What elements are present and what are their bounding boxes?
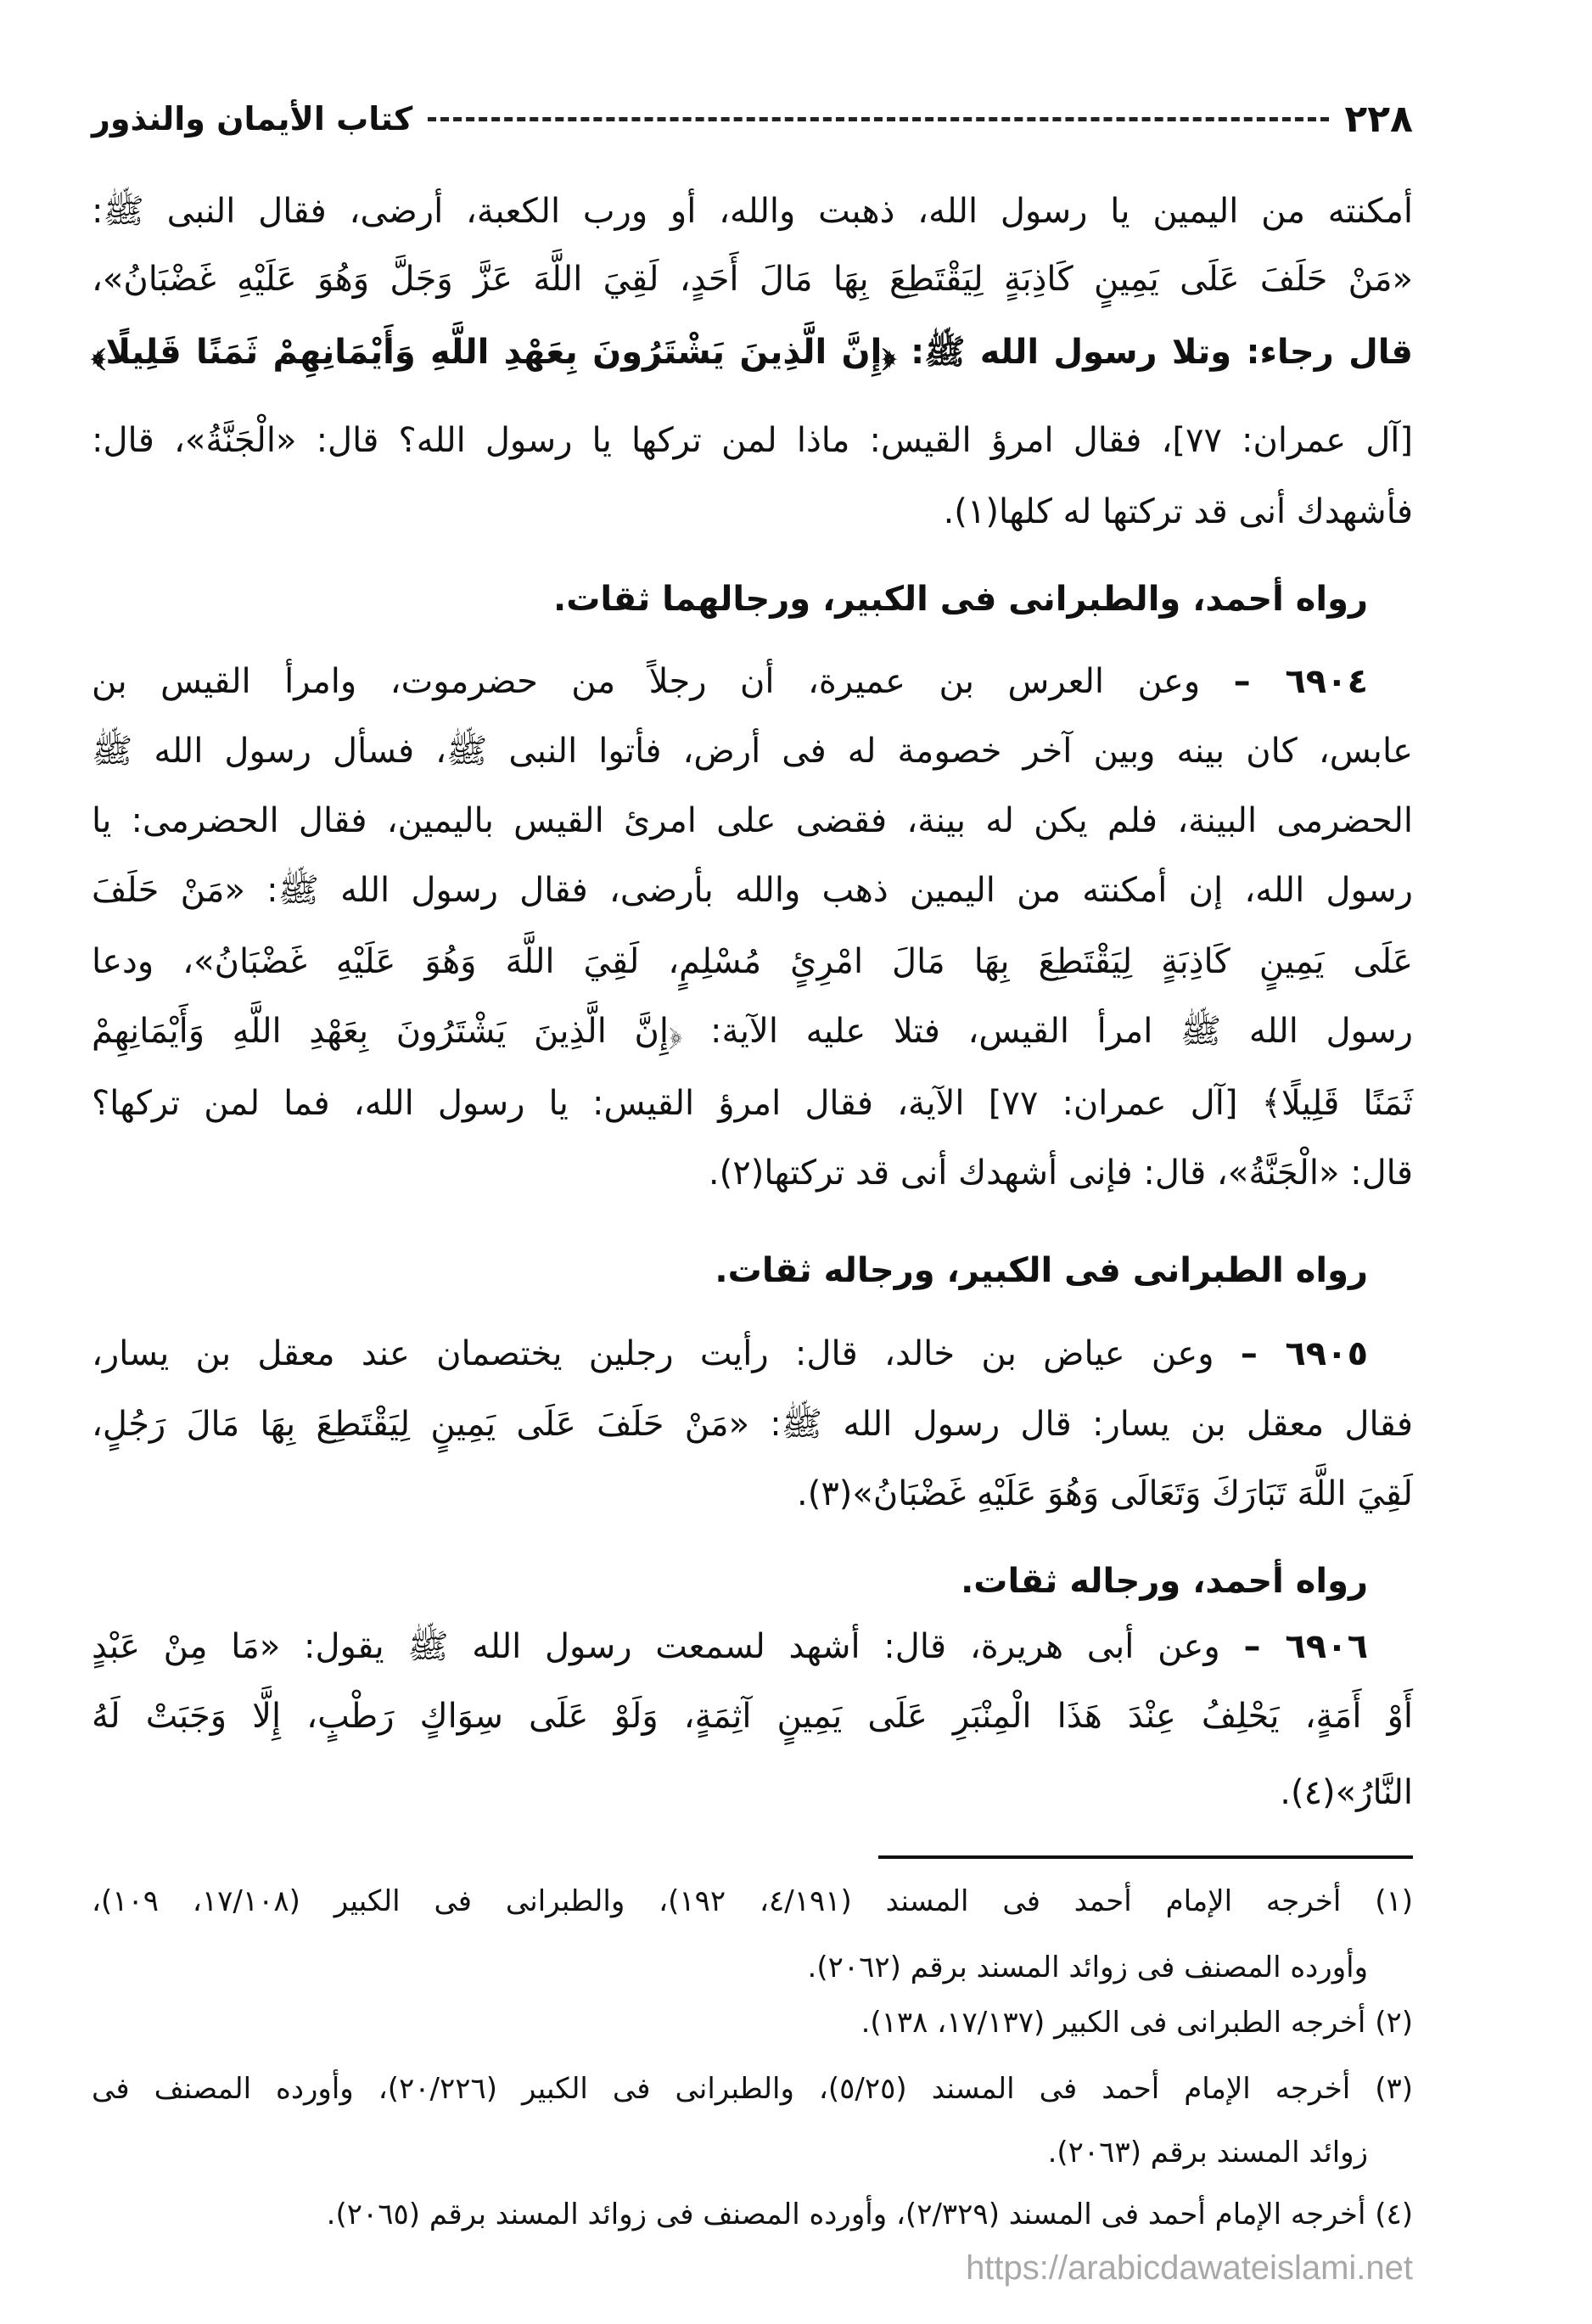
body-line: قال: «الْجَنَّةُ»، قال: فإنى أشهدك أنى قد تركتها(٢). bbox=[708, 1154, 1413, 1193]
body-line: عابس، كان بينه وبين آخر خصومة له فى أرض، فأتوا النبى ﷺ، فسأل رسول الله ﷺ bbox=[92, 732, 1413, 771]
header-dashed-divider bbox=[428, 117, 1329, 121]
hadith-number: ٦٩٠٦ – bbox=[1243, 1627, 1369, 1666]
body-text: وعن عياض بن خالد، قال: رأيت رجلين يختصمان عند معقل بن يسار، bbox=[92, 1334, 1214, 1373]
body-line: الحضرمى البينة، فلم يكن له بينة، فقضى على امرئ القيس باليمين، فقال الحضرمى: يا bbox=[92, 801, 1413, 840]
body-line: «مَنْ حَلَفَ عَلَى يَمِينٍ كَاذِبَةٍ لِيَقْتَطِعَ بِهَا مَالَ أَحَدٍ، لَقِيَ اللَّهَ عَزَّ وَجَلَّ وَهُوَ عَلَيْهِ غَضْبَانُ»، bbox=[92, 260, 1413, 299]
body-text: وعن أبى هريرة، قال: أشهد لسمعت رسول الله ﷺ يقول: «مَا مِنْ عَبْدٍ bbox=[92, 1627, 1220, 1666]
narration-note: رواه أحمد، والطبرانى فى الكبير، ورجالهما ثقات. bbox=[553, 580, 1368, 619]
footnote-1-continuation: وأورده المصنف فى زوائد المسند برقم (٢٠٦٢). bbox=[807, 1951, 1368, 1984]
body-line: فقال معقل بن يسار: قال رسول الله ﷺ: «مَنْ حَلَفَ عَلَى يَمِينٍ لِيَقْتَطِعَ بِهَا مَالَ رَجُلٍ، bbox=[92, 1405, 1413, 1444]
body-line: قال رجاء: وتلا رسول الله ﷺ: ﴿إِنَّ الَّذِينَ يَشْتَرُونَ بِعَهْدِ اللَّهِ وَأَيْمَانِهِمْ ثَمَنًا قَلِيلًا﴾ bbox=[92, 333, 1413, 372]
hadith-6906-first-line bbox=[92, 1620, 1368, 1674]
running-header bbox=[92, 92, 1413, 146]
body-line: لَقِيَ اللَّهَ تَبَارَكَ وَتَعَالَى وَهُوَ عَلَيْهِ غَضْبَانُ»(٣). bbox=[796, 1474, 1413, 1513]
body-line: فأشهدك أنى قد تركتها له كلها(١). bbox=[943, 492, 1413, 531]
body-text: وعن العرس بن عميرة، أن رجلاً من حضرموت، وامرأ القيس بن bbox=[92, 662, 1201, 701]
body-line: [آل عمران: ٧٧]، فقال امرؤ القيس: ماذا لمن تركها يا رسول الله؟ قال: «الْجَنَّةُ»، قال: bbox=[92, 421, 1413, 460]
footnote-4: (٤) أخرجه الإمام أحمد فى المسند (٢/٣٢٩)، وأورده المصنف فى زوائد المسند برقم (٢٠٦٥). bbox=[326, 2198, 1413, 2231]
watermark-url: https://arabicdawateislami.net bbox=[966, 2249, 1413, 2287]
narration-note: رواه الطبرانى فى الكبير، ورجاله ثقات. bbox=[715, 1251, 1368, 1290]
hadith-6905-first-line bbox=[92, 1327, 1368, 1381]
footnote-3-continuation: زوائد المسند برقم (٢٠٦٣). bbox=[1047, 2136, 1368, 2170]
footnote-1: (١) أخرجه الإمام أحمد فى المسند (٤/١٩١، ١٩٢)، والطبرانى فى الكبير (١٧/١٠٨، ١٠٩)، bbox=[92, 1884, 1414, 1918]
footnote-2: (٢) أخرجه الطبرانى فى الكبير (١٧/١٣٧، ١٣٨). bbox=[860, 2006, 1413, 2040]
footnote-3: (٣) أخرجه الإمام أحمد فى المسند (٥/٢٥)، والطبرانى فى الكبير (٢٠/٢٢٦)، وأورده المصنف فى bbox=[92, 2072, 1414, 2106]
hadith-number: ٦٩٠٤ – bbox=[1233, 662, 1368, 701]
body-line: رسول الله، إن أمكنته من اليمين ذهب والله بأرضى، فقال رسول الله ﷺ: «مَنْ حَلَفَ bbox=[92, 871, 1413, 910]
hadith-number: ٦٩٠٥ – bbox=[1240, 1334, 1368, 1373]
body-line: النَّارُ»(٤). bbox=[1280, 1773, 1413, 1812]
body-line: رسول الله ﷺ امرأ القيس، فتلا عليه الآية: ﴿إِنَّ الَّذِينَ يَشْتَرُونَ بِعَهْدِ اللَّهِ وَأَيْمَانِهِمْ bbox=[92, 1012, 1414, 1051]
footnote-separator bbox=[878, 1855, 1413, 1859]
body-line: أَوْ أَمَةٍ، يَحْلِفُ عِنْدَ هَذَا الْمِنْبَرِ عَلَى يَمِينٍ آثِمَةٍ، وَلَوْ عَلَى سِوَاكٍ رَطْبٍ، إِلَّا وَجَبَتْ لَهُ bbox=[92, 1697, 1413, 1736]
body-line: أمكنته من اليمين يا رسول الله، ذهبت والله، أو ورب الكعبة، أرضى، فقال النبى ﷺ: bbox=[92, 192, 1413, 231]
narration-note: رواه أحمد، ورجاله ثقات. bbox=[961, 1562, 1368, 1601]
body-line: عَلَى يَمِينٍ كَاذِبَةٍ لِيَقْتَطِعَ بِهَا مَالَ امْرِئٍ مُسْلِمٍ، لَقِيَ اللَّهَ وَهُوَ عَلَيْهِ غَضْبَانُ»، ودعا bbox=[92, 942, 1413, 981]
hadith-6904-first-line bbox=[92, 654, 1368, 709]
book-title: كتاب الأيمان والنذور bbox=[92, 100, 413, 138]
page-number: ٢٢٨ bbox=[1344, 97, 1413, 141]
body-line: ثَمَنًا قَلِيلًا﴾ [آل عمران: ٧٧] الآية، فقال امرؤ القيس: يا رسول الله، فما لمن تركها؟ bbox=[92, 1084, 1414, 1123]
